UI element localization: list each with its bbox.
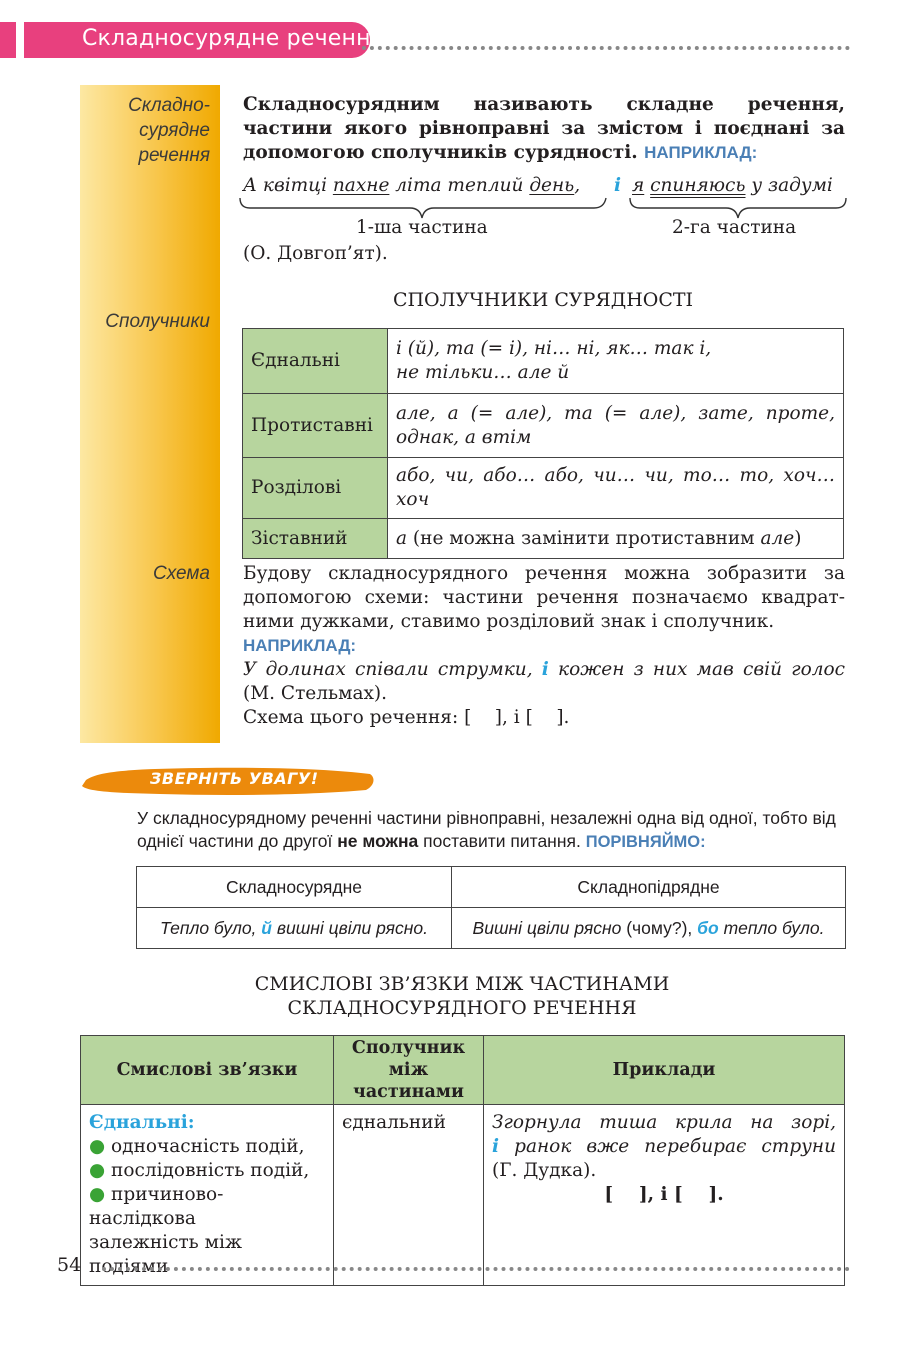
category-cell: Єднальні [243,329,388,394]
relations-title: СМИСЛОВІ ЗВ’ЯЗКИ МІЖ ЧАСТИНАМИ СКЛАДНОСУРЯДНОГО РЕЧЕННЯ [254,973,670,1019]
list-item: ● одночасність подій, [89,1136,305,1157]
category-cell: Зіставний [243,519,388,559]
scheme-line: Схема цього речення: [ ], і [ ]. [243,707,570,728]
compare-table [136,866,846,949]
scheme-example-author: (М. Стельмах). [243,683,388,704]
header-cell: Приклади [484,1036,845,1105]
example-author: (О. Довгоп’ят). [243,243,388,264]
scheme-example: У долинах співали струмки, і кожен з них мав свій голос [243,659,845,680]
attention-text: У складносурядному реченні частини рівноправні, незалежні одна від одної, тобто від однієї частини до другої не можна поставити питання. ПОРІВНЯЙМО: [137,808,836,851]
table-row [243,519,844,559]
header-title: Складносурядне речення [82,26,385,51]
header-cell: Складносурядне [137,867,452,908]
side-band [80,85,220,743]
table-row [243,458,844,519]
header-cell: Сполучник між частинами [334,1036,484,1105]
page-number: 54 [57,1254,82,1276]
example-label: НАПРИКЛАД: [243,636,357,655]
table-row [243,394,844,458]
table-header-row [81,1036,845,1105]
category-cell: Протиставні [243,394,388,458]
compound-example: Тепло було, й вишні цвіли рясно. [137,908,452,949]
example-label: НАПРИКЛАД: [644,143,758,162]
footer-dotted-rule [102,1267,850,1271]
header-cell: Смислові зв’язки [81,1036,334,1105]
scheme-text: Будову складносурядного речення можна зобразити за допомогою схеми: частини речення позначаємо квадратними дужками, ставимо розділовий знак і сполучник. НАПРИКЛАД: У долинах співали струмки, і кожен з них мав свій голос (М. Стельмах). Схема цього речення: [ ], і [ ]. [243,563,845,728]
list-item: ● причиново-наслідкова [89,1184,224,1229]
side-label-scheme: Схема [153,563,210,584]
header-accent [0,22,16,58]
example-conjunction: і [614,175,622,196]
conjunctions-cell: і (й), та (= і), ні… ні, як… так і, не тільки… але й [388,329,844,394]
side-label-definition: Складно- сурядне речення [128,95,210,166]
header-dotted-rule [362,46,850,50]
table-row [243,329,844,394]
list-item: ● послідовність подій, [89,1160,310,1181]
relations-table [80,1035,845,1286]
attention-label: ЗВЕРНІТЬ УВАГУ! [150,769,319,788]
table-header-row [137,867,846,908]
brace-label-part2: 2-га частина [672,217,797,238]
brace-part2 [630,198,846,218]
complex-example: Вишні цвіли рясно (чому?), бо тепло було. [452,908,846,949]
table-row [137,908,846,949]
conjunctions-cell: але, а (= але), та (= але), зате, проте, однак, а втім [388,394,844,458]
conjunctions-cell: або, чи, або… або, чи… чи, то… то, хоч… хоч [388,458,844,519]
table-row [81,1105,845,1286]
conjunctions-table [242,328,844,559]
relations-cell: Єднальні: ● одночасність подій, ● послідовність подій, ● причиново-наслідкова залежність між подіями [81,1105,334,1286]
brace-label-part1: 1-ша частина [356,217,488,238]
conj-table-title: СПОЛУЧНИКИ СУРЯДНОСТІ [392,289,694,311]
example-sentence-part2: я спиняюсь у задумі [632,175,833,196]
conjunction-cell: єднальний [334,1105,484,1286]
conjunctions-cell: а (не можна замінити протиставним але) [388,519,844,559]
definition-text: Складносурядним називають складне речення, частини якого рівноправні за змістом і поєднані за допомогою сполучників сурядності. НАПРИКЛАД: [243,94,845,163]
examples-cell: Згорнула тиша крила на зорі, і ранок вже перебирає струни (Г. Дудка). [ ], і [ ]. [484,1105,845,1286]
example-sentence-part1: А квітці пахне літа теплий день, [243,175,581,196]
header-cell: Складнопідрядне [452,867,846,908]
category-cell: Розділові [243,458,388,519]
side-label-conjunctions: Сполучники [105,311,210,332]
brace-part1 [240,198,606,218]
